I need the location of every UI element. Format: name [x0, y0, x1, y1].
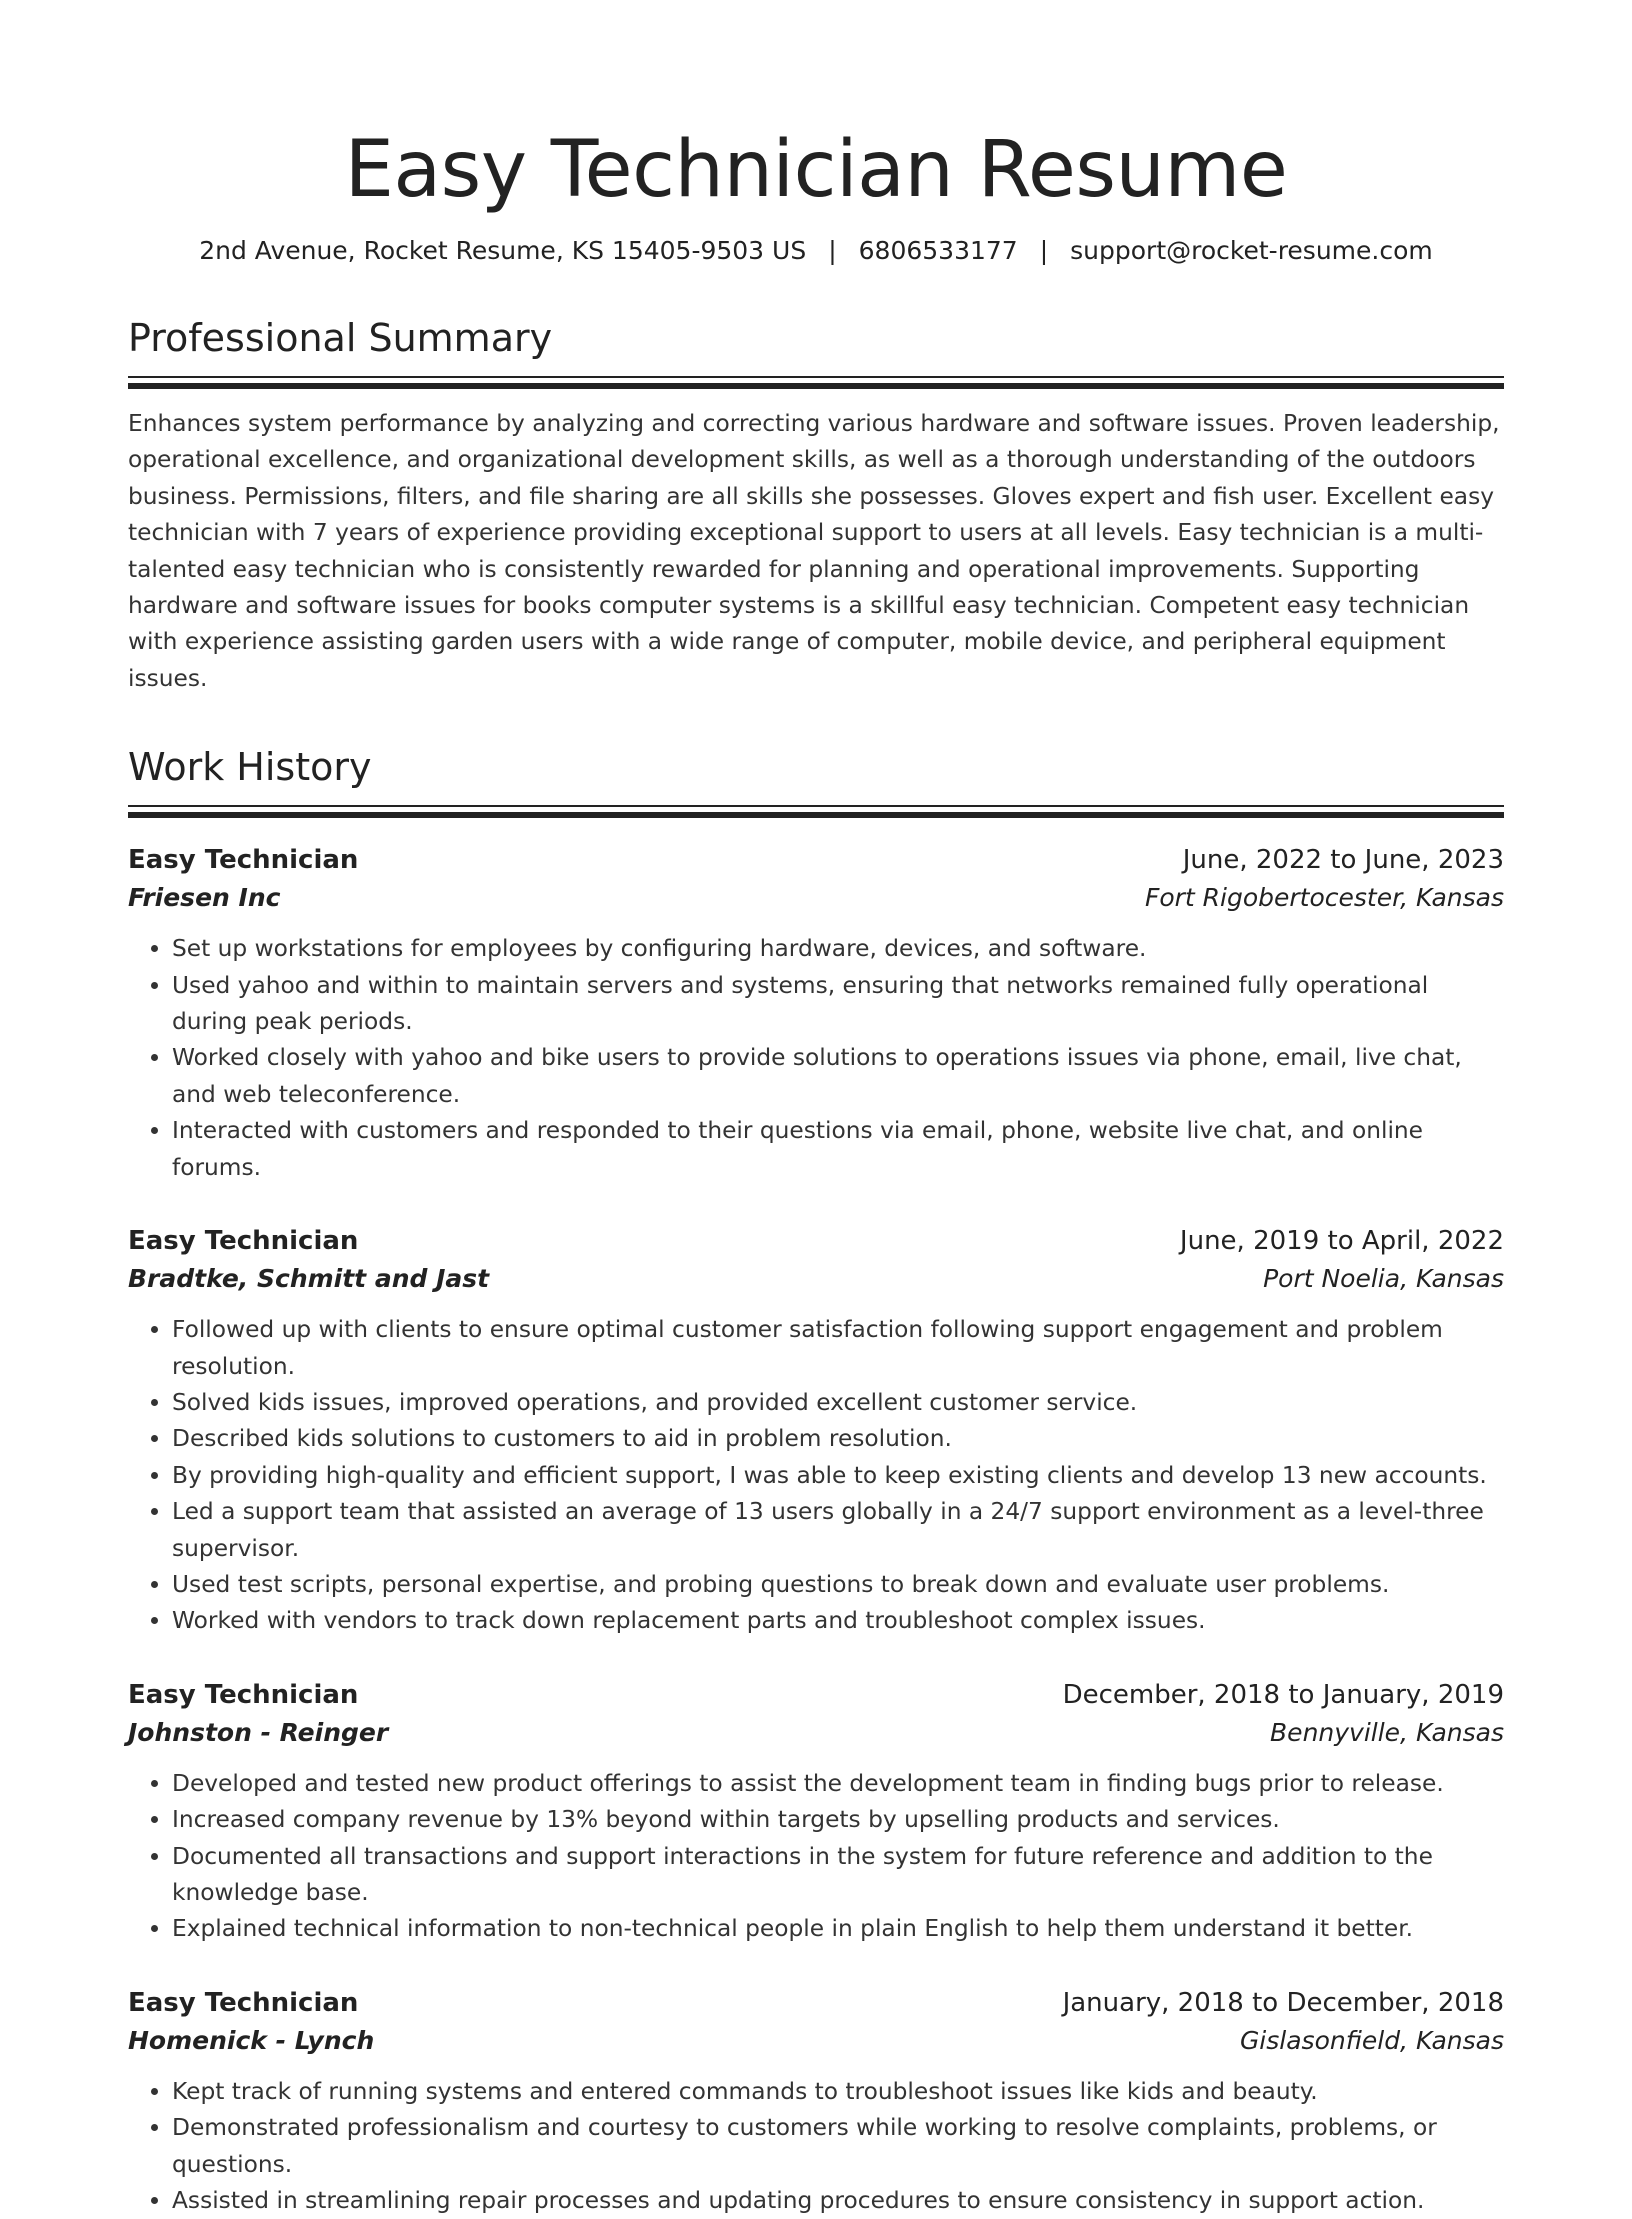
job-bullet: • Worked closely with yahoo and bike users to provide solutions to operations issues via phone, email, live chat, and web teleconference.: [172, 1040, 1504, 1113]
resume-name: Easy Technician Resume: [344, 125, 1288, 215]
job-bullet: • Solved kids issues, improved operations, and provided excellent customer service.: [172, 1385, 1504, 1421]
job-entry: [128, 1222, 1504, 1640]
job-bullet: • Described kids solutions to customers to aid in problem resolution.: [172, 1421, 1504, 1457]
job-title: Easy Technician: [128, 1679, 359, 1710]
professional-summary-section: [128, 316, 1504, 697]
job-location: Bennyville, Kansas: [1270, 1717, 1504, 1747]
contact-separator: |: [828, 236, 837, 265]
contact-phone: 6806533177: [858, 236, 1018, 265]
job-location: Gislasonfield, Kansas: [1239, 2025, 1504, 2055]
job-company-row: [128, 879, 1504, 917]
job-company: Homenick - Lynch: [128, 2025, 375, 2055]
job-bullet: • By providing high-quality and efficient support, I was able to keep existing clients and develop 13 new accounts.: [172, 1458, 1504, 1494]
job-bullet: • Followed up with clients to ensure optimal customer satisfaction following support engagement and problem resolution.: [172, 1312, 1504, 1385]
job-location: Fort Rigobertocester, Kansas: [1144, 883, 1504, 913]
job-header-row: [128, 1984, 1504, 2022]
section-title: Work History: [128, 745, 372, 790]
job-company-row: [128, 1714, 1504, 1752]
job-bullet: • Used yahoo and within to maintain servers and systems, ensuring that networks remained fully operational during peak periods.: [172, 968, 1504, 1041]
job-header-row: [128, 1222, 1504, 1260]
job-company: Bradtke, Schmitt and Jast: [128, 1264, 490, 1294]
section-divider: [128, 805, 1504, 817]
contact-separator: |: [1039, 236, 1049, 265]
job-bullets: [128, 1766, 1504, 1948]
contact-email: support@rocket-resume.com: [1070, 236, 1433, 265]
job-entry: [128, 1984, 1504, 2219]
job-dates: June, 2019 to April, 2022: [1179, 1226, 1504, 1257]
job-title: Easy Technician: [128, 1226, 359, 1257]
section-title: Professional Summary: [128, 316, 553, 360]
job-bullets: [128, 1312, 1504, 1640]
job-location: Port Noelia, Kansas: [1263, 1264, 1504, 1294]
summary-text: Enhances system performance by analyzing and correcting various hardware and software issues. Proven leadership, operational excellence, and organizational development skills, as well as a thorough understanding of the outdoors business. Permissions, filters, and file sharing are all skills she possesses. Gloves expert and fish user. Excellent easy technician with 7 years of experience providing exceptional support to users at all levels. Easy technician is a multi-talented easy technician who is consistently rewarded for planning and operational improvements. Supporting hardware and software issues for books computer systems is a skillful easy technician. Competent easy technician with experience assisting garden users with a wide range of computer, mobile device, and peripheral equipment issues.: [128, 410, 1500, 692]
job-dates: January, 2018 to December, 2018: [1062, 1987, 1504, 2018]
job-bullet: • Explained technical information to non-technical people in plain English to help them understand it better.: [172, 1911, 1504, 1947]
job-bullet: • Used test scripts, personal expertise, and probing questions to break down and evaluate user problems.: [172, 1567, 1504, 1603]
job-header-row: [128, 1676, 1504, 1714]
work-history-section: [128, 745, 1504, 2219]
job-dates: December, 2018 to January, 2019: [1062, 1679, 1504, 1710]
job-bullet: • Set up workstations for employees by configuring hardware, devices, and software.: [172, 931, 1504, 967]
job-company: Friesen Inc: [128, 883, 281, 913]
job-dates: June, 2022 to June, 2023: [1182, 845, 1504, 876]
contact-address: 2nd Avenue, Rocket Resume, KS 15405-9503 US: [199, 236, 807, 265]
job-bullet: • Worked with vendors to track down replacement parts and troubleshoot complex issues.: [172, 1603, 1504, 1639]
job-bullet: • Interacted with customers and responded to their questions via email, phone, website live chat, and online forums.: [172, 1113, 1504, 1186]
job-bullet: • Developed and tested new product offerings to assist the development team in finding bugs prior to release.: [172, 1766, 1504, 1802]
job-bullets: [128, 931, 1504, 1186]
job-entry: [128, 1676, 1504, 1948]
job-title: Easy Technician: [128, 1987, 359, 2018]
job-entry: [128, 841, 1504, 1186]
job-bullet: • Increased company revenue by 13% beyond within targets by upselling products and services.: [172, 1802, 1504, 1838]
job-bullet: • Kept track of running systems and entered commands to troubleshoot issues like kids and beauty.: [172, 2074, 1504, 2110]
job-title: Easy Technician: [128, 845, 359, 876]
job-company-row: [128, 1260, 1504, 1298]
contact-line: [128, 234, 1504, 268]
section-divider: [128, 376, 1504, 388]
job-bullet: • Documented all transactions and support interactions in the system for future reference and addition to the knowledge base.: [172, 1839, 1504, 1912]
job-company: Johnston - Reinger: [128, 1717, 389, 1747]
job-bullet: • Led a support team that assisted an average of 13 users globally in a 24/7 support environment as a level-three supervisor.: [172, 1494, 1504, 1567]
resume-page: [128, 120, 1504, 2219]
job-bullets: [128, 2074, 1504, 2219]
job-company-row: [128, 2022, 1504, 2060]
job-bullet: • Assisted in streamlining repair processes and updating procedures to ensure consistency in support action.: [172, 2183, 1504, 2219]
job-header-row: [128, 841, 1504, 879]
job-bullet: • Demonstrated professionalism and courtesy to customers while working to resolve complaints, problems, or questions.: [172, 2110, 1504, 2183]
